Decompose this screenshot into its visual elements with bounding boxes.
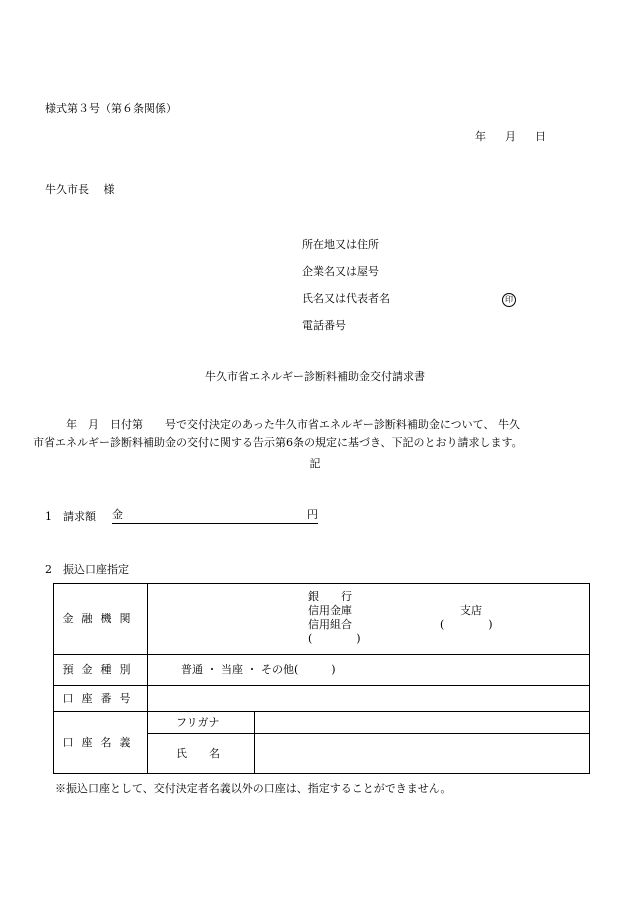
- branch-label: 支店: [460, 604, 482, 617]
- holder-name-label: 氏 名: [148, 734, 255, 774]
- branch-paren: ( ): [440, 618, 493, 631]
- date-month: 月: [505, 130, 516, 143]
- seal-icon: 印: [502, 293, 516, 307]
- furigana-label: フリガナ: [148, 712, 255, 734]
- bank-label: 金融機関: [54, 584, 148, 655]
- seal-mark: [502, 292, 516, 307]
- addressee: 牛久市長 様: [45, 183, 115, 196]
- body-line-1: 年 月 日付第 号で交付決定のあった牛久市省エネルギー診断料補助金について、 牛久: [33, 418, 520, 431]
- note: ※振込口座として、交付決定者名義以外の口座は、指定することができません。: [55, 782, 452, 795]
- number-field[interactable]: [148, 686, 590, 712]
- phone-label: 電話番号: [302, 319, 346, 332]
- name-label: 氏名又は代表者名: [302, 292, 390, 305]
- date-day: 日: [535, 130, 546, 143]
- ki-heading: 記: [309, 457, 321, 470]
- form-number: 様式第３号（第６条関係）: [45, 102, 177, 115]
- number-label: 口座番号: [54, 686, 148, 712]
- item2-label: 2 振込口座指定: [45, 563, 129, 576]
- bank-paren: ( ): [308, 632, 361, 645]
- number-row: [54, 686, 590, 712]
- type-label: 預金種別: [54, 655, 148, 686]
- item1-label: 1 請求額: [45, 510, 96, 523]
- type-options[interactable]: 普通 ・ 当座 ・ その他( ): [148, 655, 590, 686]
- bank-kumiai: 信用組合: [308, 618, 352, 631]
- company-label: 企業名又は屋号: [302, 265, 379, 278]
- furigana-row: [54, 712, 590, 734]
- address-label: 所在地又は住所: [302, 238, 379, 251]
- bank-account-table: [53, 583, 590, 774]
- bank-cell[interactable]: [148, 584, 590, 655]
- bank-shinkin: 信用金庫: [308, 604, 352, 617]
- date-year: 年: [475, 130, 486, 143]
- body-paragraph: [33, 416, 593, 452]
- yen-label: 円: [307, 508, 318, 521]
- type-row: [54, 655, 590, 686]
- bank-row: [54, 584, 590, 655]
- holder-label: 口座名義: [54, 712, 148, 774]
- furigana-field[interactable]: [255, 712, 590, 734]
- body-line-2: 市省エネルギー診断料補助金の交付に関する告示第6条の規定に基づき、下記のとおり請求します。: [33, 436, 523, 449]
- holder-name-field[interactable]: [255, 734, 590, 774]
- kin-label: 金: [112, 508, 123, 521]
- amount-field[interactable]: [112, 508, 318, 524]
- document-title: 牛久市省エネルギー診断料補助金交付請求書: [205, 370, 425, 383]
- bank-ginko: 銀 行: [308, 590, 352, 603]
